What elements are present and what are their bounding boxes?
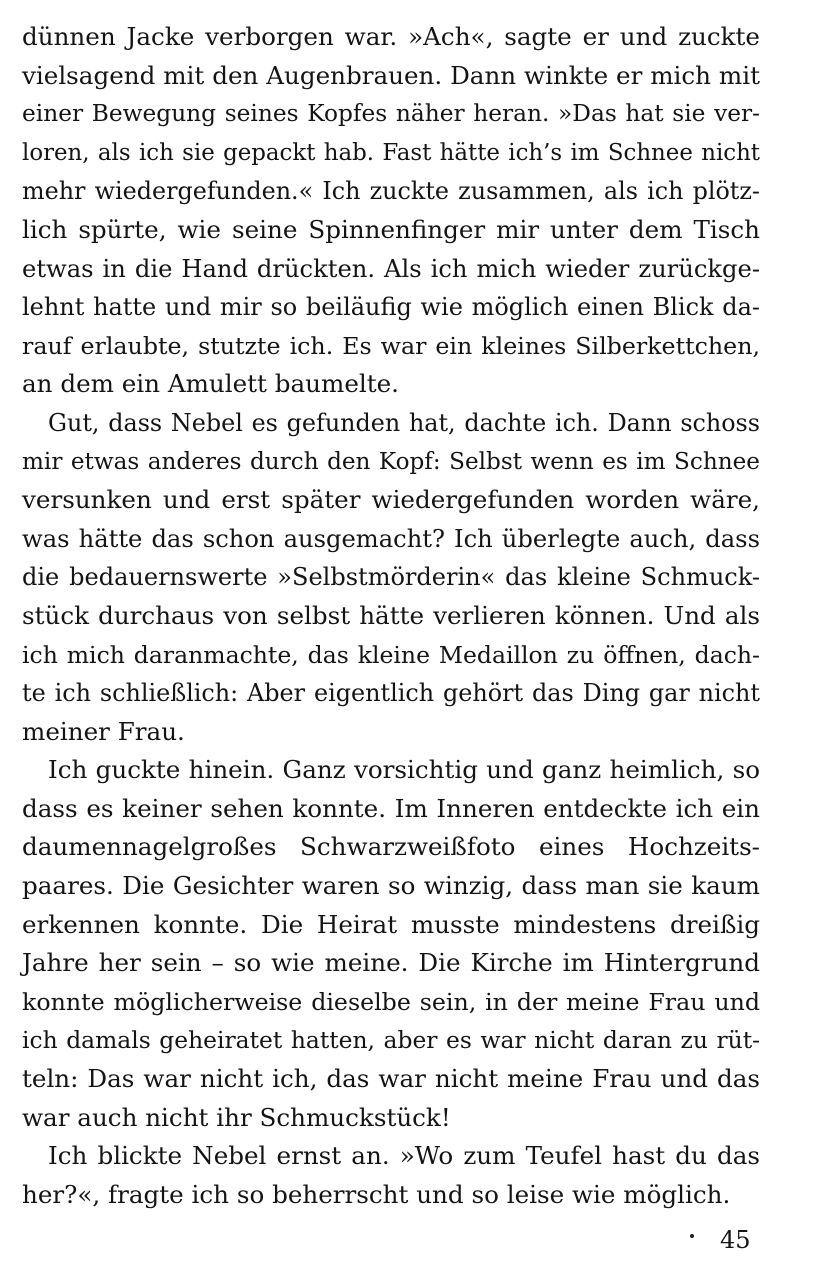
- text-line: meiner Frau.: [22, 716, 185, 746]
- text-line: ich damals geheiratet hatten, aber es war nicht daran zu rüt-: [22, 1026, 760, 1055]
- text-line: Jahre her sein – so wie meine. Die Kirche im Hintergrund: [22, 948, 760, 978]
- text-line: daumennagelgroßes Schwarzweißfoto eines Hochzeits-: [22, 832, 760, 862]
- text-line: loren, als ich sie gepackt hab. Fast hätte ich’s im Schnee nicht: [22, 139, 760, 166]
- text-line: lich spürte, wie seine Spinnenfinger mir unter dem Tisch: [22, 214, 760, 244]
- text-line: vielsagend mit den Augenbrauen. Dann winkte er mich mit: [22, 60, 760, 90]
- text-line: Ich guckte hinein. Ganz vorsichtig und ganz heimlich, so: [48, 755, 760, 785]
- text-line: lehnt hatte und mir so beiläufig wie möglich einen Blick da-: [22, 293, 760, 322]
- text-line: was hätte das schon ausgemacht? Ich überlegte auch, dass: [22, 524, 760, 553]
- page-number: 45: [720, 1226, 751, 1254]
- text-line: konnte möglicherweise dieselbe sein, in der meine Frau und: [22, 987, 760, 1016]
- text-line: an dem ein Amulett baumelte.: [22, 369, 400, 399]
- text-line: die bedauernswerte »Selbstmörderin« das kleine Schmuck-: [22, 563, 760, 592]
- paragraph: [22, 404, 760, 751]
- text-line: dünnen Jacke verborgen war. »Ach«, sagte er und zuckte: [22, 22, 760, 51]
- text-line: rauf erlaubte, stutzte ich. Es war ein kleines Silberkettchen,: [22, 331, 760, 360]
- text-line: stück durchaus von selbst hätte verlieren können. Und als: [22, 600, 760, 630]
- text-line: her?«, fragte ich so beherrscht und so leise wie möglich.: [22, 1179, 731, 1209]
- text-line: teln: Das war nicht ich, das war nicht meine Frau und das: [22, 1064, 760, 1094]
- stray-dot-mark: [690, 1234, 694, 1238]
- text-line: Ich blickte Nebel ernst an. »Wo zum Teufel hast du das: [48, 1141, 760, 1171]
- paragraph: [22, 18, 760, 404]
- text-line: mir etwas anderes durch den Kopf: Selbst wenn es im Schnee: [22, 448, 760, 475]
- text-line: dass es keiner sehen konnte. Im Inneren entdeckte ich ein: [22, 793, 760, 823]
- text-line: war auch nicht ihr Schmuckstück!: [22, 1102, 451, 1132]
- text-line: te ich schließlich: Aber eigentlich gehört das Ding gar nicht: [22, 679, 760, 708]
- paragraph: [22, 751, 760, 1137]
- text-line: einer Bewegung seines Kopfes näher heran. »Das hat sie ver-: [22, 100, 760, 128]
- book-page-text: [22, 18, 760, 1214]
- paragraph: [22, 1137, 760, 1214]
- text-line: etwas in die Hand drückten. Als ich mich wieder zurückge-: [22, 254, 760, 283]
- text-line: erkennen konnte. Die Heirat musste mindestens dreißig: [22, 909, 760, 939]
- text-line: ich mich daranmachte, das kleine Medaillon zu öffnen, dach-: [22, 640, 760, 669]
- text-line: paares. Die Gesichter waren so winzig, dass man sie kaum: [22, 871, 760, 901]
- text-line: versunken und erst später wiedergefunden worden wäre,: [22, 485, 760, 515]
- text-line: Gut, dass Nebel es gefunden hat, dachte ich. Dann schoss: [48, 408, 760, 437]
- text-line: mehr wiedergefunden.« Ich zuckte zusammen, als ich plötz-: [22, 177, 760, 206]
